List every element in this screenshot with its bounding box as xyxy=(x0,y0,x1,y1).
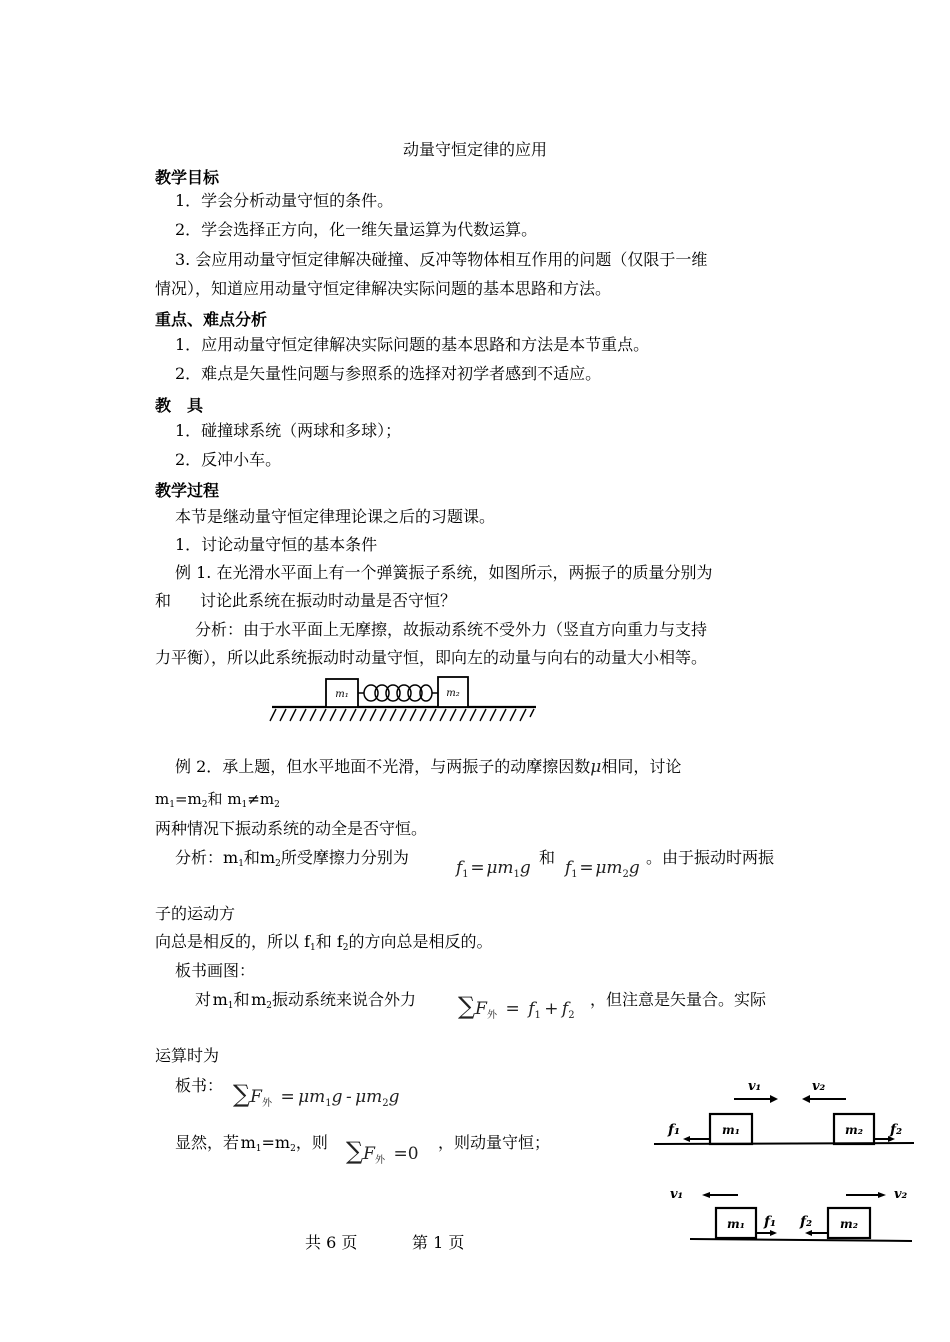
svg-text:m₁: m₁ xyxy=(727,1217,745,1231)
block-m2-label: m₂ xyxy=(446,688,460,699)
analysis-2-line-1-end: 。由于振动时两振 xyxy=(646,848,775,867)
goal-item-2: 2．学会选择正方向，化一维矢量运算为代数运算。 xyxy=(175,220,538,239)
arrow-head-icon xyxy=(802,1095,810,1103)
example-1-and: 和 xyxy=(155,591,172,610)
example-1-line-2: 讨论此系统在振动时动量是否守恒？ xyxy=(200,591,457,610)
friction-direction-diagram xyxy=(650,1072,918,1248)
block-m1-label: m₁ xyxy=(335,689,349,700)
conclusion-line-end: ，则动量守恒； xyxy=(438,1133,551,1152)
goal-item-3-cont: 情况），知道应用动量守恒定律解决实际问题的基本思路和方法。 xyxy=(155,279,612,298)
friction-f2-label-top: f₂ xyxy=(890,1122,903,1138)
process-intro: 本节是继动量守恒定律理论课之后的习题课。 xyxy=(175,507,496,526)
velocity-v2-label-top: v₂ xyxy=(812,1079,826,1094)
net-force-line-2: 运算时为 xyxy=(155,1046,220,1065)
section-heading-keypoints: 重点、难点分析 xyxy=(155,310,268,329)
friction-f1-label-bottom: f₁ xyxy=(764,1214,777,1230)
arrow-head-icon xyxy=(770,1095,778,1103)
analysis-1-line-1: 分析：由于水平面上无摩擦，故振动系统不受外力（竖直方向重力与支持 xyxy=(195,620,708,639)
goal-item-1: 1．学会分析动量守恒的条件。 xyxy=(175,191,394,210)
arrow-head-icon xyxy=(702,1192,710,1198)
net-force-formula: $\sum F_外$ = $f_1 + f_2$ xyxy=(458,992,575,1021)
conclusion-line: 显然，若 m1=m2，则 xyxy=(175,1133,328,1154)
keypoint-item-2: 2．难点是矢量性问题与参照系的选择对初学者感到不适应。 xyxy=(175,364,602,383)
analysis-2-line-2: 子的运动方 xyxy=(155,904,236,923)
analysis-2-line-1: 分析：m1和m2所受摩擦力分别为 xyxy=(175,848,409,869)
velocity-v2-label-bottom: v₂ xyxy=(894,1187,908,1202)
arrow-head-icon xyxy=(878,1192,886,1198)
friction-f1-label-top: f₁ xyxy=(668,1122,681,1138)
arrow-head-icon xyxy=(805,1230,812,1236)
keypoint-item-1: 1．应用动量守恒定律解决实际问题的基本思路和方法是本节重点。 xyxy=(175,335,650,354)
zero-net-force-formula: $\sum F_外$ =0 xyxy=(346,1137,419,1166)
velocity-v1-label-bottom: v₁ xyxy=(670,1187,684,1202)
friction-formula-1: $f_1$ = $\mu m_1g$ xyxy=(456,858,531,880)
spring-oscillator-diagram xyxy=(268,675,540,725)
velocity-v1-label-top: v₁ xyxy=(748,1079,762,1094)
board-formula: $\sum F_外$ = $\mu m_1g - \mu m_2g$ xyxy=(233,1080,400,1109)
tool-item-1: 1．碰撞球系统（两球和多球）； xyxy=(175,421,402,440)
tool-item-2: 2．反冲小车。 xyxy=(175,450,282,469)
net-force-line-1: 对 m1和 m2振动系统来说合外力 xyxy=(195,990,417,1011)
section-heading-tools: 教 具 xyxy=(155,396,204,415)
footer-page-number: 第 1 页 xyxy=(412,1233,465,1252)
arrow-head-icon xyxy=(683,1136,690,1142)
section-heading-goals: 教学目标 xyxy=(155,168,220,187)
analysis-2-line-3: 向总是相反的，所以 f1和 f2的方向总是相反的。 xyxy=(155,932,493,953)
section-heading-process: 教学过程 xyxy=(155,481,220,500)
net-force-line-1-end: ，但注意是矢量合。实际 xyxy=(590,990,767,1009)
board-label: 板书： xyxy=(175,1076,224,1095)
svg-text:m₂: m₂ xyxy=(845,1123,863,1137)
spring-icon xyxy=(358,685,438,701)
ground-line-bottom xyxy=(690,1239,912,1241)
board-drawing-label: 板书画图： xyxy=(175,961,256,980)
footer-total-pages: 共 6 页 xyxy=(305,1233,358,1252)
example-1-line-1: 例 1. 在光滑水平面上有一个弹簧振子系统，如图所示，两振子的质量分别为 xyxy=(175,563,713,582)
goal-item-3: 3. 会应用动量守恒定律解决碰撞、反冲等物体相互作用的问题（仅限于一维 xyxy=(175,250,708,269)
analysis-1-line-2: 力平衡），所以此系统振动时动量守恒，即向左的动量与向右的动量大小相等。 xyxy=(155,648,708,667)
friction-formula-2: $f_1$ = $\mu m_2g$ xyxy=(565,858,640,880)
svg-text:m₁: m₁ xyxy=(722,1123,740,1137)
example-2-line-3: 两种情况下振动系统的动全是否守恒。 xyxy=(155,819,428,838)
page-title: 动量守恒定律的应用 xyxy=(402,140,547,159)
friction-f2-label-bottom: f₂ xyxy=(800,1214,813,1230)
arrow-head-icon xyxy=(770,1230,777,1236)
example-2-condition: $m_1=m_2$和 $m_1\ne m_2$ xyxy=(155,790,280,810)
ground-line-top xyxy=(654,1143,914,1144)
process-step-1: 1．讨论动量守恒的基本条件 xyxy=(175,535,378,554)
example-2-line-1: 例 2．承上题，但水平地面不光滑，与两振子的动摩擦因数μ相同，讨论 xyxy=(175,757,682,777)
svg-text:m₂: m₂ xyxy=(840,1217,858,1231)
analysis-2-and: 和 xyxy=(539,848,556,867)
